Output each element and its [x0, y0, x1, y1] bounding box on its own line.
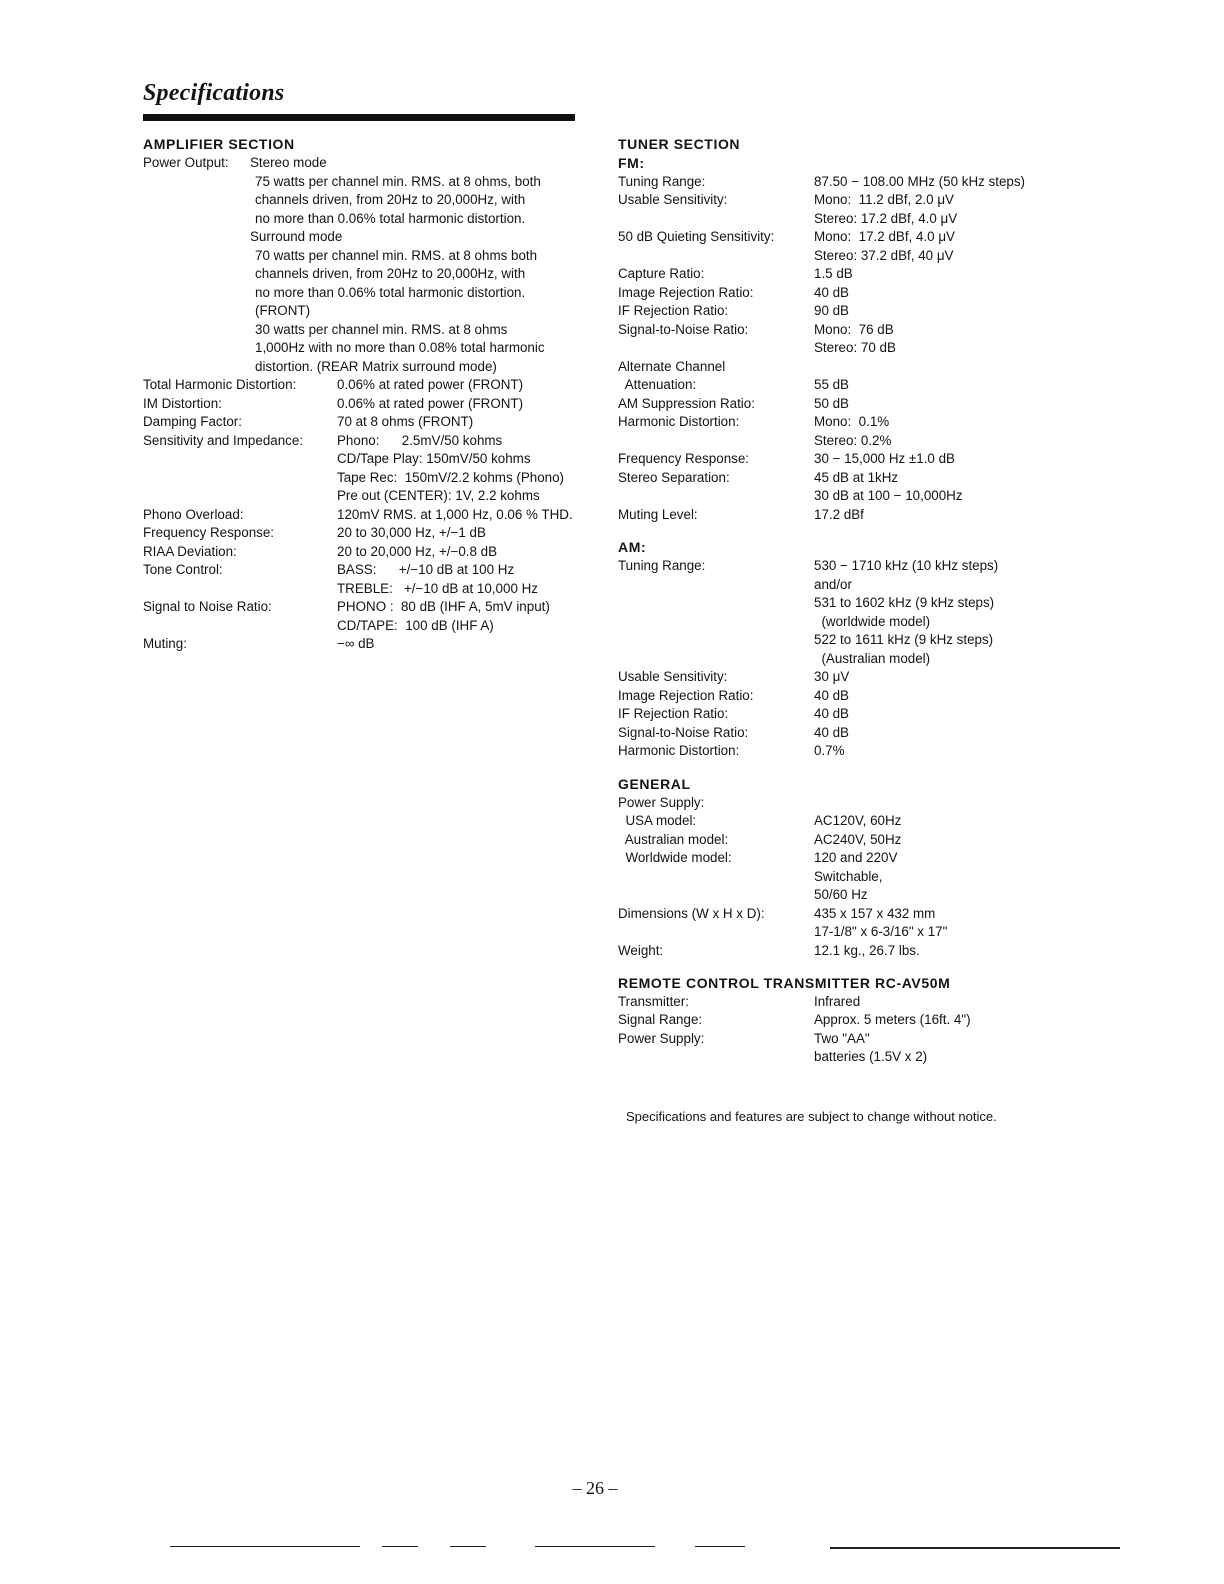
spec-value: 1.5 dB	[814, 266, 853, 281]
spec-value: 40 dB	[814, 706, 849, 721]
spec-value: Tape Rec: 150mV/2.2 kohms (Phono)	[337, 469, 565, 485]
spec-label: Power Supply:	[618, 1030, 705, 1046]
spec-value: (FRONT)	[255, 303, 311, 318]
spec-value: 50/60 Hz	[814, 887, 868, 902]
spec-value: 531 to 1602 kHz (9 kHz steps)	[814, 595, 995, 610]
spec-value: Stereo mode	[250, 155, 327, 170]
spec-value: 522 to 1611 kHz (9 kHz steps)	[814, 632, 994, 647]
spec-label: IF Rejection Ratio:	[618, 706, 729, 721]
spec-value: AC240V, 50Hz	[814, 831, 902, 847]
spec-value: −∞ dB	[337, 636, 375, 651]
spec-value: BASS: +/−10 dB at 100 Hz	[337, 562, 515, 577]
spec-label: Power Output:	[143, 155, 229, 170]
spec-value: Mono: 0.1%	[814, 414, 890, 429]
spec-label: Muting Level:	[618, 506, 698, 522]
spec-label: RIAA Deviation:	[143, 543, 237, 559]
spec-label: Total Harmonic Distortion:	[143, 377, 297, 392]
spec-value: 30 watts per channel min. RMS. at 8 ohms	[255, 321, 508, 337]
bottom-rule	[170, 1546, 360, 1547]
subsection-header: FM:	[618, 155, 645, 171]
subsection-header: AM:	[618, 539, 647, 555]
bottom-rule	[382, 1546, 418, 1547]
spec-label: IM Distortion:	[143, 395, 222, 411]
spec-label: Harmonic Distortion:	[618, 743, 740, 758]
spec-label: Capture Ratio:	[618, 266, 705, 281]
spec-value: CD/Tape Play: 150mV/50 kohms	[337, 451, 531, 466]
spec-value: Phono: 2.5mV/50 kohms	[337, 432, 503, 448]
spec-label: Signal to Noise Ratio:	[143, 599, 272, 614]
spec-value: 530 − 1710 kHz (10 kHz steps)	[814, 558, 999, 573]
spec-label: Alternate Channel	[618, 358, 726, 374]
spec-value: TREBLE: +/−10 dB at 10,000 Hz	[337, 580, 538, 596]
spec-label: Usable Sensitivity:	[618, 669, 728, 684]
spec-label: 50 dB Quieting Sensitivity:	[618, 229, 775, 244]
spec-value: Stereo: 0.2%	[814, 432, 892, 448]
spec-label: Harmonic Distortion:	[618, 414, 740, 429]
spec-value: 0.06% at rated power (FRONT)	[337, 377, 524, 392]
spec-label: Frequency Response:	[143, 525, 275, 540]
title-rule	[143, 114, 575, 121]
spec-label: Australian model:	[618, 831, 729, 847]
spec-value: Switchable,	[814, 868, 883, 884]
spec-value: 1,000Hz with no more than 0.08% total harmonic	[255, 340, 545, 355]
spec-label: Tuning Range:	[618, 558, 706, 573]
page-number: – 26 –	[572, 1478, 618, 1498]
spec-value: 70 watts per channel min. RMS. at 8 ohms both	[255, 247, 538, 263]
spec-label: Image Rejection Ratio:	[618, 284, 754, 300]
spec-label: Transmitter:	[618, 993, 689, 1009]
spec-label: IF Rejection Ratio:	[618, 303, 729, 318]
spec-value: no more than 0.06% total harmonic distortion.	[255, 284, 526, 300]
spec-value: Stereo: 37.2 dBf, 40 μV	[814, 247, 954, 263]
section-header: GENERAL	[618, 776, 691, 792]
spec-label: Attenuation:	[618, 377, 697, 392]
section-header: AMPLIFIER SECTION	[143, 136, 295, 152]
spec-value: 20 to 20,000 Hz, +/−0.8 dB	[337, 543, 498, 559]
spec-label: Signal-to-Noise Ratio:	[618, 321, 749, 337]
spec-value: channels driven, from 20Hz to 20,000Hz, with	[255, 192, 526, 207]
spec-value: 435 x 157 x 432 mm	[814, 905, 936, 921]
spec-value: 30 dB at 100 − 10,000Hz	[814, 488, 963, 503]
spec-label: USA model:	[618, 813, 697, 828]
spec-label: Sensitivity and Impedance:	[143, 432, 304, 448]
spec-label: Frequency Response:	[618, 451, 750, 466]
spec-value: distortion. (REAR Matrix surround mode)	[255, 358, 497, 374]
spec-value: 55 dB	[814, 377, 849, 392]
spec-label: Tuning Range:	[618, 173, 706, 189]
spec-value: 87.50 − 108.00 MHz (50 kHz steps)	[814, 173, 1026, 189]
spec-value: Pre out (CENTER): 1V, 2.2 kohms	[337, 488, 540, 503]
spec-label: Damping Factor:	[143, 414, 242, 429]
spec-value: (worldwide model)	[814, 613, 931, 629]
spec-label: Signal Range:	[618, 1012, 703, 1027]
spec-value: Infrared	[814, 993, 861, 1009]
spec-label: AM Suppression Ratio:	[618, 395, 755, 411]
spec-label: Dimensions (W x H x D):	[618, 905, 765, 921]
spec-value: 17.2 dBf	[814, 506, 864, 522]
spec-label: Tone Control:	[143, 562, 223, 577]
spec-value: Mono: 76 dB	[814, 321, 894, 337]
spec-value: 45 dB at 1kHz	[814, 469, 899, 485]
spec-value: 20 to 30,000 Hz, +/−1 dB	[337, 525, 486, 540]
spec-value: AC120V, 60Hz	[814, 813, 902, 828]
spec-value: 0.06% at rated power (FRONT)	[337, 395, 524, 411]
spec-value: Surround mode	[250, 229, 343, 244]
spec-value: no more than 0.06% total harmonic distortion.	[255, 210, 526, 226]
spec-value: 75 watts per channel min. RMS. at 8 ohms, both	[255, 173, 541, 189]
spec-value: 40 dB	[814, 284, 849, 300]
spec-label: Image Rejection Ratio:	[618, 687, 754, 703]
spec-value: Mono: 11.2 dBf, 2.0 μV	[814, 192, 954, 207]
bottom-rule	[450, 1546, 486, 1547]
spec-label: Worldwide model:	[618, 850, 732, 865]
section-header: TUNER SECTION	[618, 136, 741, 152]
spec-value: batteries (1.5V x 2)	[814, 1049, 928, 1064]
spec-value: Two "AA"	[814, 1030, 870, 1046]
page-title: Specifications	[143, 80, 285, 106]
spec-value: Stereo: 70 dB	[814, 340, 896, 355]
spec-label: Power Supply:	[618, 794, 705, 810]
spec-label: Phono Overload:	[143, 506, 244, 522]
spec-value: Approx. 5 meters (16ft. 4")	[814, 1012, 971, 1027]
spec-value: 90 dB	[814, 303, 849, 318]
spec-value: channels driven, from 20Hz to 20,000Hz, with	[255, 266, 526, 281]
spec-value: 40 dB	[814, 724, 849, 740]
spec-value: CD/TAPE: 100 dB (IHF A)	[337, 617, 494, 633]
spec-value: 30 μV	[814, 669, 850, 684]
spec-value: 17-1/8" x 6-3/16" x 17"	[814, 924, 948, 939]
section-header: REMOTE CONTROL TRANSMITTER RC-AV50M	[618, 975, 951, 991]
spec-value: 70 at 8 ohms (FRONT)	[337, 414, 474, 429]
spec-label: Usable Sensitivity:	[618, 192, 728, 207]
spec-label: Muting:	[143, 636, 187, 651]
spec-value: 50 dB	[814, 395, 849, 411]
spec-value: 30 − 15,000 Hz ±1.0 dB	[814, 451, 955, 466]
spec-value: 0.7%	[814, 743, 845, 758]
spec-value: 120mV RMS. at 1,000 Hz, 0.06 % THD.	[337, 506, 573, 522]
spec-value: (Australian model)	[814, 650, 931, 666]
spec-label: Stereo Separation:	[618, 469, 730, 485]
spec-label: Weight:	[618, 942, 664, 958]
spec-value: 12.1 kg., 26.7 lbs.	[814, 942, 920, 958]
spec-value: 120 and 220V	[814, 850, 898, 865]
bottom-rule	[695, 1546, 745, 1547]
bottom-rule	[535, 1546, 655, 1547]
spec-value: 40 dB	[814, 687, 849, 703]
spec-value: PHONO : 80 dB (IHF A, 5mV input)	[337, 599, 550, 614]
spec-value: Mono: 17.2 dBf, 4.0 μV	[814, 229, 955, 244]
bottom-rule	[830, 1547, 1120, 1549]
spec-label: Signal-to-Noise Ratio:	[618, 724, 749, 740]
footnote: Specifications and features are subject to change without notice.	[626, 1109, 997, 1124]
spec-value: and/or	[814, 576, 852, 592]
spec-value: Stereo: 17.2 dBf, 4.0 μV	[814, 210, 958, 226]
